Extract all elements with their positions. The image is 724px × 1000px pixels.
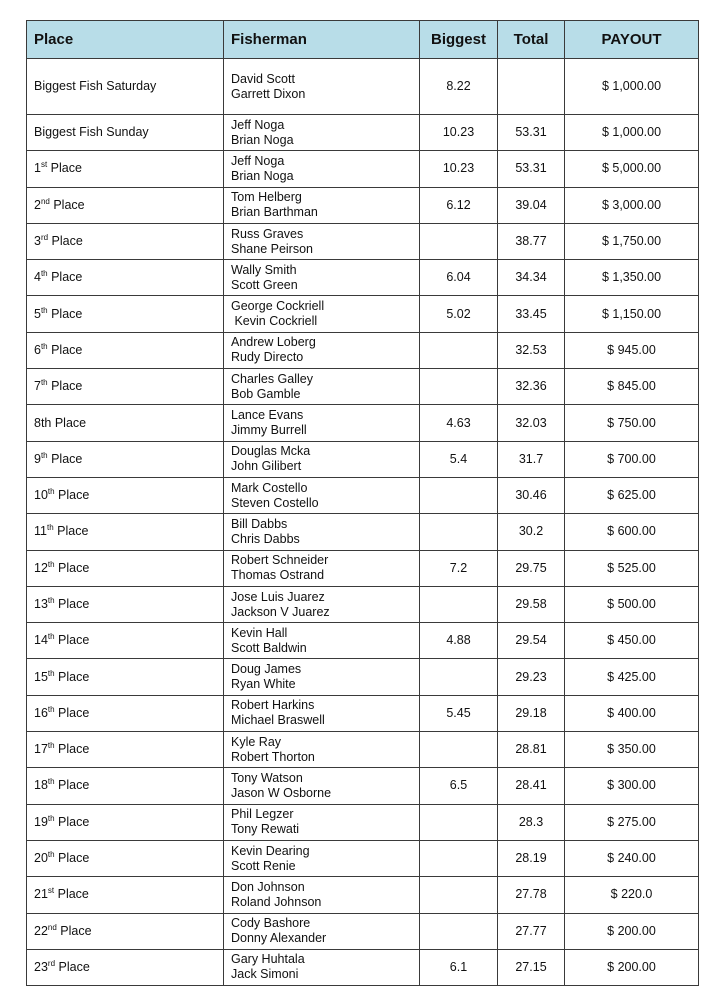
place-ordinal-suffix: th: [47, 849, 55, 859]
payout-cell: $ 1,000.00: [565, 59, 699, 115]
biggest-cell: 5.4: [420, 441, 498, 477]
place-cell: [27, 586, 224, 622]
place-ordinal-suffix: th: [47, 486, 55, 496]
total-cell: 29.18: [498, 695, 565, 731]
biggest-cell: [420, 877, 498, 913]
header-place: Place: [27, 21, 224, 59]
place-ordinal-suffix: th: [40, 341, 48, 351]
place-word: Place: [54, 851, 90, 866]
payout-cell: $ 525.00: [565, 550, 699, 586]
place-cell: [27, 332, 224, 368]
biggest-cell: 7.2: [420, 550, 498, 586]
biggest-cell: [420, 332, 498, 368]
fisherman-cell: [224, 514, 420, 550]
place-word: Place: [53, 524, 89, 539]
table-row: [27, 296, 699, 332]
biggest-cell: 8.22: [420, 59, 498, 115]
place-cell: [27, 441, 224, 477]
fisherman-cell: [224, 804, 420, 840]
payout-cell: $ 200.00: [565, 949, 699, 985]
total-cell: 32.53: [498, 332, 565, 368]
fisherman-name-1: Don Johnson: [231, 879, 305, 894]
total-cell: 27.77: [498, 913, 565, 949]
place-word: Place: [56, 923, 92, 938]
place-cell: [27, 623, 224, 659]
payout-cell: $ 450.00: [565, 623, 699, 659]
fisherman-cell: [224, 405, 420, 441]
biggest-cell: 5.45: [420, 695, 498, 731]
payout-cell: $ 275.00: [565, 804, 699, 840]
total-cell: 53.31: [498, 151, 565, 187]
place-cell: [27, 768, 224, 804]
place-word: Place: [47, 451, 83, 466]
place-cell: [27, 59, 224, 115]
payout-cell: $ 240.00: [565, 840, 699, 876]
fisherman-name-1: Doug James: [231, 662, 302, 677]
payout-cell: $ 425.00: [565, 659, 699, 695]
place-ordinal-suffix: th: [47, 632, 55, 642]
place-cell: [27, 477, 224, 513]
total-cell: 29.54: [498, 623, 565, 659]
place-ordinal-suffix: th: [47, 777, 55, 787]
fisherman-name-2: Jackson V Juarez: [231, 604, 330, 619]
fisherman-name-1: Phil Legzer: [231, 807, 294, 822]
biggest-cell: [420, 659, 498, 695]
biggest-cell: 6.5: [420, 768, 498, 804]
place-cell: [27, 151, 224, 187]
fisherman-name-2: Thomas Ostrand: [231, 568, 325, 583]
total-cell: 30.2: [498, 514, 565, 550]
fisherman-name-2: Bob Gamble: [231, 386, 301, 401]
table-row: [27, 151, 699, 187]
fisherman-cell: [224, 659, 420, 695]
biggest-cell: 10.23: [420, 151, 498, 187]
payout-cell: $ 200.00: [565, 913, 699, 949]
payout-cell: $ 500.00: [565, 586, 699, 622]
total-cell: 31.7: [498, 441, 565, 477]
payout-cell: $ 220.0: [565, 877, 699, 913]
table-row: [27, 514, 699, 550]
table-row: [27, 332, 699, 368]
table-row: [27, 550, 699, 586]
fisherman-name-2: Roland Johnson: [231, 894, 322, 909]
place-word: Place: [48, 234, 83, 249]
fisherman-name-2: Donny Alexander: [231, 931, 327, 946]
total-cell: 27.78: [498, 877, 565, 913]
fisherman-name-2: Steven Costello: [231, 495, 319, 510]
fisherman-name-2: Jack Simoni: [231, 967, 299, 982]
place-word: Place: [54, 488, 90, 503]
place-label: 14: [34, 633, 48, 648]
place-word: Place: [47, 379, 83, 394]
place-label: 8th Place: [34, 415, 87, 430]
fisherman-name-1: Andrew Loberg: [231, 335, 316, 350]
place-label: 10: [34, 488, 48, 503]
fisherman-cell: [224, 369, 420, 405]
place-ordinal-suffix: th: [47, 668, 55, 678]
fisherman-name-1: Jeff Noga: [231, 153, 285, 168]
fisherman-name-2: Jimmy Burrell: [231, 423, 307, 438]
header-fisherman: Fisherman: [224, 21, 420, 59]
table-row: [27, 405, 699, 441]
payout-cell: $ 300.00: [565, 768, 699, 804]
place-word: Place: [47, 270, 83, 285]
total-cell: 34.34: [498, 260, 565, 296]
biggest-cell: [420, 732, 498, 768]
payout-cell: $ 1,750.00: [565, 223, 699, 259]
place-word: Place: [54, 778, 90, 793]
total-cell: [498, 59, 565, 115]
place-label: 21: [34, 887, 48, 902]
table-row: [27, 840, 699, 876]
place-word: Place: [54, 814, 90, 829]
table-row: [27, 949, 699, 985]
biggest-cell: [420, 586, 498, 622]
fisherman-name-1: Lance Evans: [231, 408, 304, 423]
place-word: Place: [54, 669, 90, 684]
place-label: 16: [34, 705, 48, 720]
total-cell: 27.15: [498, 949, 565, 985]
biggest-cell: 10.23: [420, 115, 498, 151]
place-label: 1: [34, 161, 41, 176]
payout-cell: $ 400.00: [565, 695, 699, 731]
place-cell: [27, 405, 224, 441]
total-cell: 53.31: [498, 115, 565, 151]
fisherman-cell: [224, 695, 420, 731]
place-ordinal-suffix: th: [40, 305, 48, 315]
fisherman-name-2: Garrett Dixon: [231, 86, 306, 101]
fisherman-cell: [224, 732, 420, 768]
place-ordinal-suffix: th: [46, 523, 54, 533]
total-cell: 29.23: [498, 659, 565, 695]
table-row: [27, 804, 699, 840]
place-word: Place: [54, 742, 90, 757]
place-ordinal-suffix: st: [40, 160, 48, 170]
place-label: 4: [34, 270, 41, 285]
total-cell: 30.46: [498, 477, 565, 513]
place-label: 6: [34, 342, 41, 357]
place-ordinal-suffix: th: [40, 450, 48, 460]
fisherman-cell: [224, 877, 420, 913]
payout-cell: $ 350.00: [565, 732, 699, 768]
total-cell: 29.75: [498, 550, 565, 586]
table-row: [27, 623, 699, 659]
place-cell: [27, 877, 224, 913]
place-ordinal-suffix: rd: [40, 232, 49, 242]
place-label: Biggest Fish Saturday: [34, 79, 157, 93]
place-label: 17: [34, 742, 48, 757]
fisherman-name-1: Bill Dabbs: [231, 516, 288, 531]
place-word: Place: [47, 342, 83, 357]
place-word: Place: [54, 705, 90, 720]
table-row: [27, 441, 699, 477]
fisherman-name-2: Robert Thorton: [231, 749, 315, 764]
place-cell: [27, 949, 224, 985]
table-row: [27, 477, 699, 513]
place-ordinal-suffix: th: [47, 595, 55, 605]
place-label: 5: [34, 306, 41, 321]
total-cell: 32.36: [498, 369, 565, 405]
table-row: [27, 223, 699, 259]
table-row: [27, 260, 699, 296]
place-cell: [27, 115, 224, 151]
place-cell: [27, 840, 224, 876]
place-label: 13: [34, 597, 48, 611]
table-row: [27, 187, 699, 223]
fisherman-cell: [224, 223, 420, 259]
biggest-cell: 6.1: [420, 949, 498, 985]
biggest-cell: 6.04: [420, 260, 498, 296]
place-ordinal-suffix: nd: [47, 922, 57, 932]
fisherman-name-2: Scott Renie: [231, 858, 296, 873]
fisherman-name-1: Tony Watson: [231, 770, 303, 785]
fisherman-name-2: Shane Peirson: [231, 241, 314, 256]
biggest-cell: [420, 477, 498, 513]
fisherman-cell: [224, 623, 420, 659]
place-ordinal-suffix: th: [47, 704, 55, 714]
fisherman-cell: [224, 550, 420, 586]
table-row: [27, 115, 699, 151]
results-table-container: [26, 20, 699, 986]
fisherman-cell: [224, 768, 420, 804]
fisherman-cell: [224, 441, 420, 477]
place-ordinal-suffix: st: [47, 886, 55, 896]
fisherman-name-2: Ryan White: [231, 677, 296, 692]
place-cell: [27, 223, 224, 259]
fisherman-cell: [224, 260, 420, 296]
place-cell: [27, 296, 224, 332]
fisherman-name-2: Tony Rewati: [231, 822, 300, 837]
place-word: Place: [54, 560, 90, 575]
fisherman-name-1: Robert Schneider: [231, 553, 329, 568]
fisherman-name-2: Rudy Directo: [231, 350, 304, 365]
place-ordinal-suffix: nd: [40, 196, 50, 206]
fisherman-cell: [224, 840, 420, 876]
payout-cell: $ 1,000.00: [565, 115, 699, 151]
place-cell: [27, 369, 224, 405]
payout-cell: $ 1,150.00: [565, 296, 699, 332]
biggest-cell: 5.02: [420, 296, 498, 332]
place-label: 9: [34, 451, 41, 466]
fisherman-name-1: Kevin Hall: [231, 625, 288, 640]
fisherman-name-2: Michael Braswell: [231, 713, 325, 728]
fisherman-name-2: Brian Barthman: [231, 205, 318, 220]
place-label: 20: [34, 851, 48, 866]
fisherman-name-1: Gary Huhtala: [231, 952, 305, 967]
place-word: Place: [47, 306, 83, 321]
fisherman-name-1: Tom Helberg: [231, 190, 302, 205]
table-row: [27, 59, 699, 115]
place-label: 7: [34, 379, 41, 394]
fisherman-name-1: Jeff Noga: [231, 117, 285, 132]
total-cell: 32.03: [498, 405, 565, 441]
place-word: Place: [54, 633, 90, 648]
place-word: Place: [55, 959, 90, 974]
place-label: 2: [34, 197, 41, 212]
total-cell: 38.77: [498, 223, 565, 259]
place-cell: [27, 659, 224, 695]
place-ordinal-suffix: th: [40, 269, 48, 279]
fisherman-name-1: Douglas Mcka: [231, 444, 311, 459]
fisherman-name-1: Robert Harkins: [231, 698, 315, 713]
header-total: Total: [498, 21, 565, 59]
payout-cell: $ 945.00: [565, 332, 699, 368]
table-row: [27, 369, 699, 405]
fisherman-cell: [224, 332, 420, 368]
fisherman-cell: [224, 115, 420, 151]
table-body: [27, 59, 699, 986]
place-word: Place: [54, 887, 89, 902]
table-row: [27, 586, 699, 622]
payout-cell: $ 845.00: [565, 369, 699, 405]
total-cell: 28.19: [498, 840, 565, 876]
header-payout: PAYOUT: [565, 21, 699, 59]
fisherman-cell: [224, 586, 420, 622]
biggest-cell: 4.63: [420, 405, 498, 441]
place-label: 22: [34, 923, 48, 938]
place-cell: [27, 514, 224, 550]
payout-cell: $ 700.00: [565, 441, 699, 477]
fisherman-name-1: David Scott: [231, 71, 295, 86]
place-cell: [27, 550, 224, 586]
biggest-cell: [420, 840, 498, 876]
fisherman-name-1: Cody Bashore: [231, 916, 311, 931]
fisherman-cell: [224, 59, 420, 115]
place-cell: [27, 732, 224, 768]
table-row: [27, 913, 699, 949]
place-cell: [27, 260, 224, 296]
biggest-cell: [420, 913, 498, 949]
place-label: 15: [34, 669, 48, 684]
place-ordinal-suffix: th: [47, 559, 55, 569]
total-cell: 39.04: [498, 187, 565, 223]
fisherman-cell: [224, 187, 420, 223]
place-ordinal-suffix: th: [47, 813, 55, 823]
table-row: [27, 695, 699, 731]
place-label: 23: [34, 959, 48, 974]
biggest-cell: 4.88: [420, 623, 498, 659]
fisherman-cell: [224, 949, 420, 985]
biggest-cell: [420, 369, 498, 405]
fisherman-name-1: Kyle Ray: [231, 734, 282, 749]
total-cell: 29.58: [498, 586, 565, 622]
place-label: 11: [34, 524, 47, 539]
fisherman-name-2: Scott Green: [231, 277, 298, 292]
place-label: Biggest Fish Sunday: [34, 125, 149, 140]
total-cell: 28.41: [498, 768, 565, 804]
place-cell: [27, 695, 224, 731]
fisherman-name-1: Jose Luis Juarez: [231, 589, 325, 604]
total-cell: 28.3: [498, 804, 565, 840]
biggest-cell: [420, 804, 498, 840]
fisherman-cell: [224, 913, 420, 949]
place-label: 19: [34, 814, 48, 829]
payout-cell: $ 750.00: [565, 405, 699, 441]
place-label: 12: [34, 560, 48, 575]
table-row: [27, 732, 699, 768]
header-biggest: Biggest: [420, 21, 498, 59]
fisherman-name-2: Kevin Cockriell: [231, 314, 318, 329]
place-cell: [27, 804, 224, 840]
place-ordinal-suffix: th: [40, 378, 48, 388]
total-cell: 28.81: [498, 732, 565, 768]
biggest-cell: 6.12: [420, 187, 498, 223]
fisherman-name-2: Brian Noga: [231, 168, 294, 183]
place-label: 18: [34, 778, 48, 793]
payout-cell: $ 5,000.00: [565, 151, 699, 187]
place-label: 3: [34, 234, 41, 249]
fisherman-cell: [224, 296, 420, 332]
biggest-cell: [420, 223, 498, 259]
fisherman-name-2: John Gilibert: [231, 459, 302, 474]
fisherman-name-1: Mark Costello: [231, 480, 308, 495]
place-ordinal-suffix: th: [47, 741, 55, 751]
fisherman-name-1: George Cockriell: [231, 299, 325, 314]
fisherman-name-1: Charles Galley: [231, 371, 313, 386]
fisherman-cell: [224, 151, 420, 187]
place-cell: [27, 187, 224, 223]
fisherman-name-2: Jason W Osborne: [231, 785, 332, 800]
fisherman-name-1: Russ Graves: [231, 226, 304, 241]
place-word: Place: [54, 597, 90, 611]
table-row: [27, 877, 699, 913]
biggest-cell: [420, 514, 498, 550]
fisherman-name-2: Scott Baldwin: [231, 640, 307, 655]
place-cell: [27, 913, 224, 949]
total-cell: 33.45: [498, 296, 565, 332]
place-word: Place: [49, 197, 85, 212]
fisherman-name-1: Kevin Dearing: [231, 843, 310, 858]
payout-cell: $ 625.00: [565, 477, 699, 513]
table-row: [27, 768, 699, 804]
fisherman-name-2: Brian Noga: [231, 132, 294, 147]
table-header-row: [27, 21, 699, 59]
payout-cell: $ 1,350.00: [565, 260, 699, 296]
fisherman-cell: [224, 477, 420, 513]
table-row: [27, 659, 699, 695]
payout-results-table: [26, 20, 699, 986]
place-word: Place: [47, 161, 82, 176]
payout-cell: $ 600.00: [565, 514, 699, 550]
fisherman-name-2: Chris Dabbs: [231, 531, 300, 546]
fisherman-name-1: Wally Smith: [231, 262, 297, 277]
payout-cell: $ 3,000.00: [565, 187, 699, 223]
place-ordinal-suffix: rd: [47, 958, 56, 968]
